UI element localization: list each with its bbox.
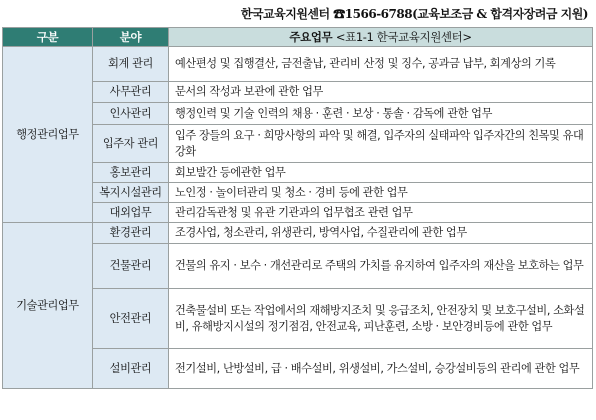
duty-cell: 건물의 유지 · 보수 · 개선관리로 주택의 가치를 유지하여 입주자의 재산을 보호하는 업무 <box>169 244 593 289</box>
duty-cell: 회보발간 등에관한 업무 <box>169 163 593 183</box>
header-duty-label: 주요업무 <box>289 30 333 44</box>
header-duty <box>169 28 593 47</box>
duty-cell: 노인정 · 놀이터관리 및 청소 · 경비 등에 관한 업무 <box>169 183 593 203</box>
duty-cell: 건축물설비 또는 작업에서의 재해방지조치 및 응급조치, 안전장치 및 보호구설비, 소화설비, 유해방지시설의 정기점검, 안전교육, 피난훈련, 소방 · 보안경비등에 관한 업무 <box>169 289 593 349</box>
header-duty-subtitle: <표1-1 한국교육지원센터> <box>335 30 472 44</box>
field-cell: 복지시설관리 <box>93 183 169 203</box>
duties-table <box>2 27 593 389</box>
duty-cell: 문서의 작성과 보관에 관한 업무 <box>169 82 593 103</box>
category-admin: 행정관리업무 <box>3 47 93 223</box>
field-cell: 사무관리 <box>93 82 169 103</box>
table-row <box>3 47 593 82</box>
duty-cell: 조경사업, 청소관리, 위생관리, 방역사업, 수질관리에 관한 업무 <box>169 223 593 244</box>
header-note: 한국교육지원센터 ☎1566-6788(교육보조금 & 합격자장려금 지원) <box>240 7 588 21</box>
duty-cell: 입주 장들의 요구 · 희망사항의 파악 및 해결, 입주자의 실태파악 입주자간의 친목및 유대강화 <box>169 125 593 163</box>
header-field: 분야 <box>93 28 169 47</box>
header-gubun: 구분 <box>3 28 93 47</box>
field-cell: 입주자 관리 <box>93 125 169 163</box>
field-cell: 환경관리 <box>93 223 169 244</box>
duty-cell: 행정인력 및 기술 인력의 채용 · 훈련 · 보상 · 통솔 · 감독에 관한 업무 <box>169 103 593 125</box>
field-cell: 건물관리 <box>93 244 169 289</box>
field-cell: 홍보관리 <box>93 163 169 183</box>
field-cell: 설비관리 <box>93 349 169 389</box>
duty-cell: 예산편성 및 집행결산, 금전출납, 관리비 산정 및 징수, 공과금 납부, 회계상의 기록 <box>169 47 593 82</box>
field-cell: 인사관리 <box>93 103 169 125</box>
field-cell: 회계 관리 <box>93 47 169 82</box>
category-tech: 기술관리업무 <box>3 223 93 389</box>
field-cell: 대외업무 <box>93 203 169 223</box>
field-cell: 안전관리 <box>93 289 169 349</box>
duty-cell: 전기설비, 난방설비, 급 · 배수설비, 위생설비, 가스설비, 승강설비등의 관리에 관한 업무 <box>169 349 593 389</box>
duty-cell: 관리감독관청 및 유관 기관과의 업무협조 관련 업무 <box>169 203 593 223</box>
table-row <box>3 223 593 244</box>
table-header-row <box>3 28 593 47</box>
